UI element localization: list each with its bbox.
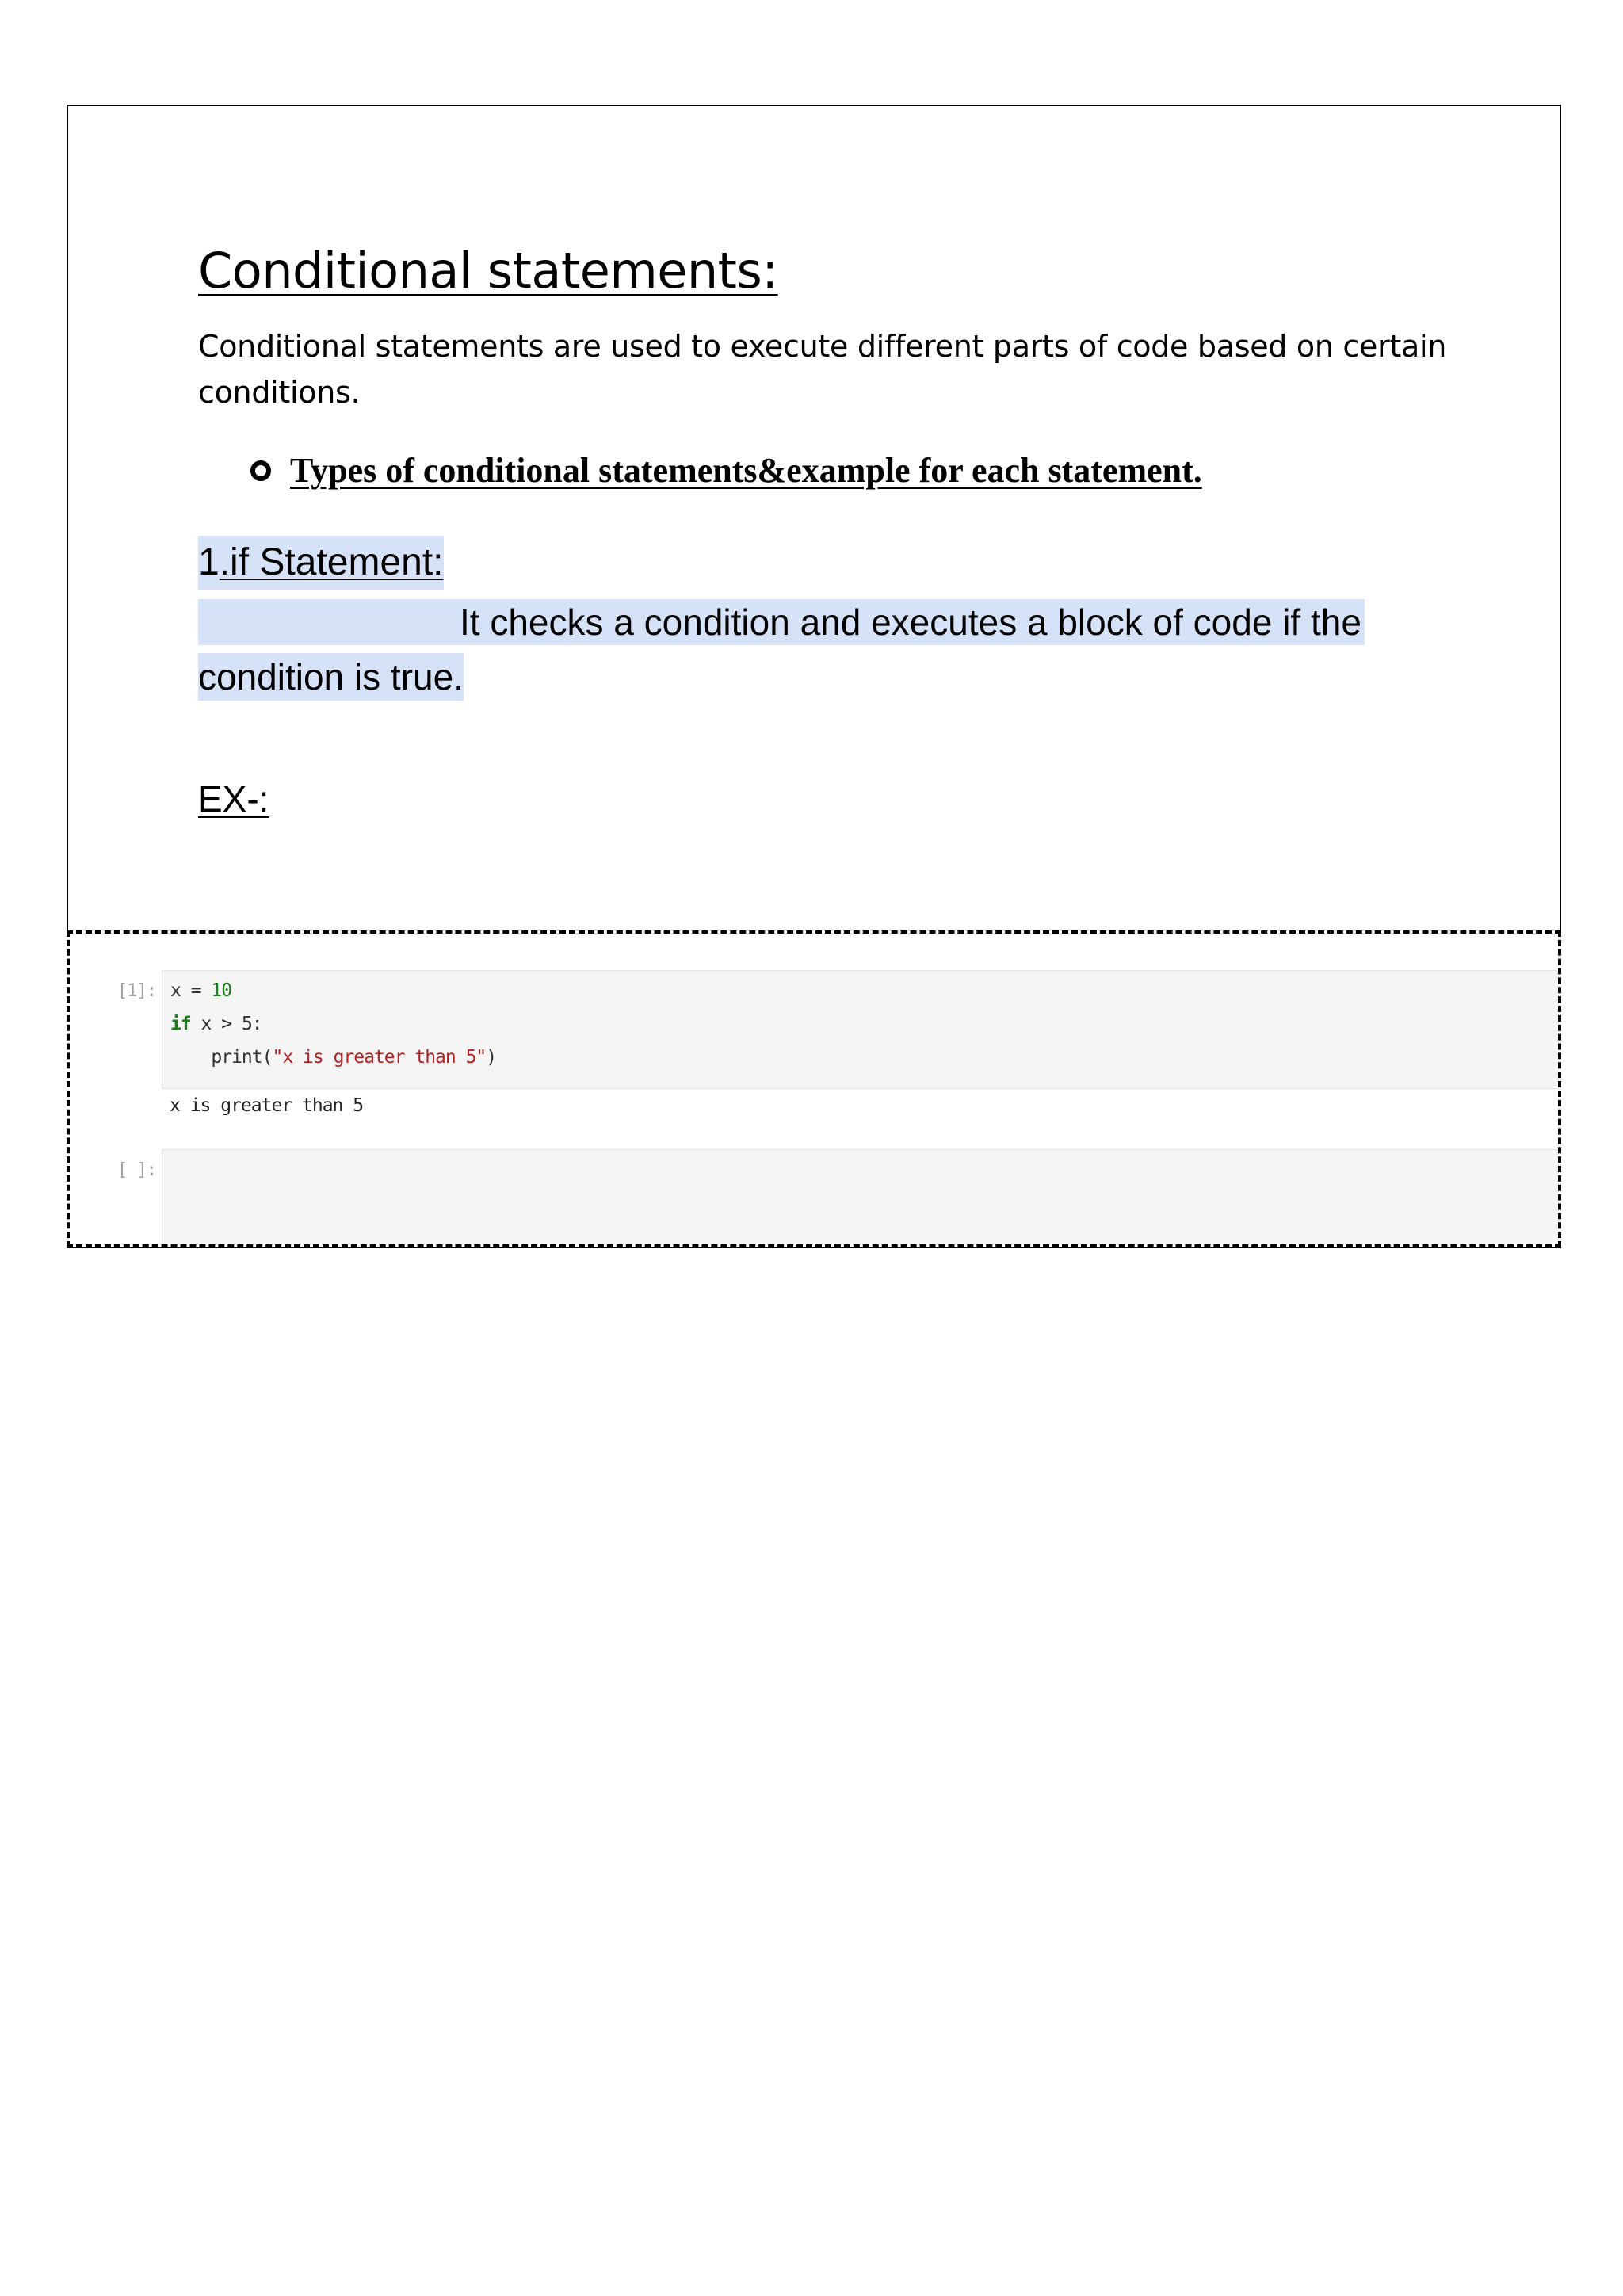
page-title: Conditional statements: [198, 242, 778, 300]
example-label: EX-: [198, 778, 269, 819]
code-cell-2[interactable] [162, 1149, 1558, 1247]
code-line-3: print("x is greater than 5") [170, 1047, 497, 1068]
description-text-1: It checks a condition and executes a block of code if the [460, 599, 1365, 645]
section-number: 1 [198, 541, 220, 583]
circle-bullet-icon [250, 460, 271, 481]
intro-paragraph: Conditional statements are used to execute different parts of code based on certain conditions. [198, 329, 1447, 410]
section-description-line2: condition is true. [198, 653, 464, 701]
cell1-prompt: [1]: [117, 981, 156, 1001]
notebook-screenshot [67, 930, 1561, 1247]
highlight-pad [198, 599, 460, 645]
cell1-output: x is greater than 5 [170, 1095, 364, 1116]
bullet-item [250, 450, 1202, 491]
code-cell-1[interactable] [162, 970, 1558, 1089]
section-heading-text: .if Statement: [219, 541, 444, 583]
code-line-1: x = 10 [170, 980, 232, 1001]
bullet-text: Types of conditional statements&example for each statement. [290, 451, 1202, 490]
section-description-line1 [198, 599, 1365, 645]
cell2-prompt: [ ]: [117, 1160, 156, 1180]
section-heading [198, 536, 444, 590]
code-line-2: if x > 5: [170, 1014, 262, 1034]
